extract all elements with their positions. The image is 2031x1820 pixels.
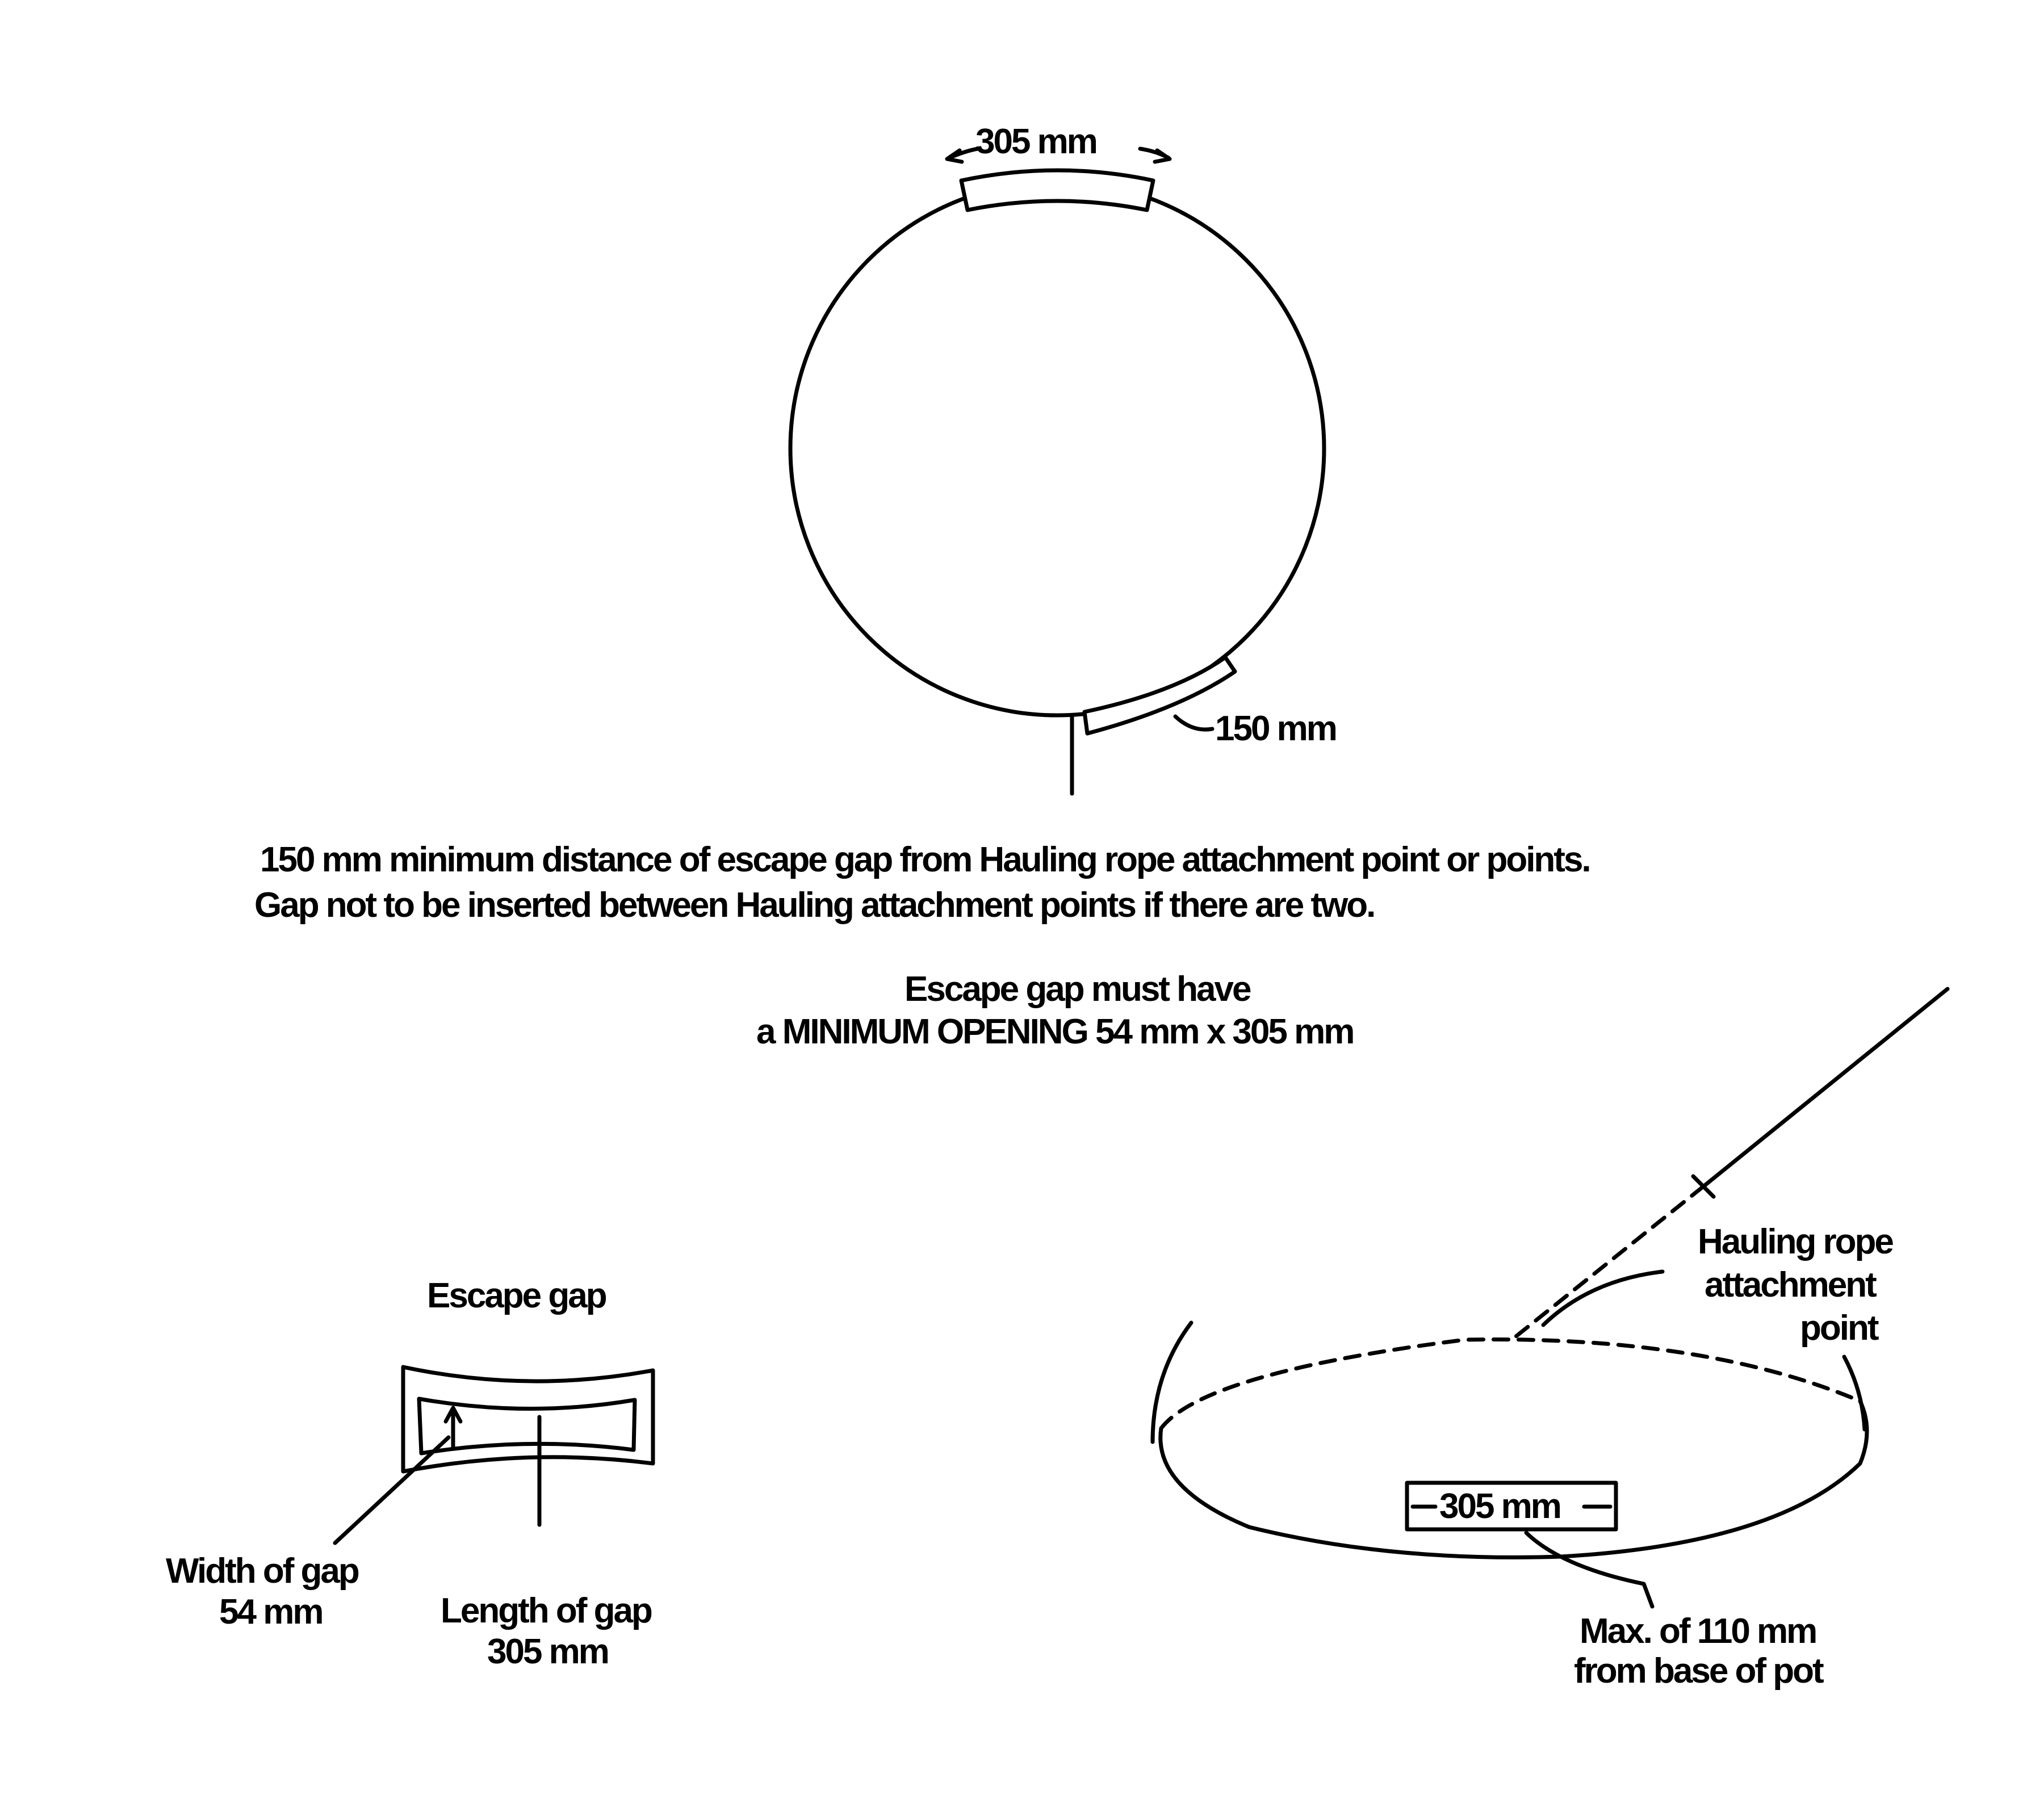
width-label-1: Width of gap <box>166 1551 358 1591</box>
note-line-1: 150 mm minimum distance of escape gap from Hauling rope attachment point or points. <box>260 840 1590 879</box>
distance-label: 150 mm <box>1215 709 1336 748</box>
rope-label-1: Hauling rope <box>1698 1222 1892 1261</box>
height-label-1: Max. of 110 mm <box>1580 1612 1816 1651</box>
note-line-2: Gap not to be inserted between Hauling attachment points if there are two. <box>254 886 1375 925</box>
pot-base-edge <box>1161 1401 1867 1557</box>
distance-leader-line <box>1175 716 1212 729</box>
pot-gap-label: 305 mm <box>1439 1487 1560 1526</box>
gap-length-arrowhead-left <box>947 150 962 162</box>
hauling-rope-dashed <box>1510 1186 1703 1341</box>
length-label-2: 305 mm <box>487 1632 608 1671</box>
rope-label-3: point <box>1800 1309 1878 1348</box>
note-line-4: a MINIMUM OPENING 54 mm x 305 mm <box>756 1012 1354 1051</box>
top-view-group <box>790 122 1336 794</box>
notes-group <box>254 840 1590 1051</box>
hauling-rope-line <box>1703 989 1948 1186</box>
distance-segment <box>1084 657 1235 733</box>
pot-left-wall <box>1153 1323 1191 1442</box>
note-line-3: Escape gap must have <box>904 970 1250 1009</box>
gap-outer-frame <box>403 1367 653 1471</box>
length-label-1: Length of gap <box>441 1591 651 1630</box>
pot-side-view-group <box>1153 989 1948 1691</box>
pot-right-wall <box>1844 1357 1865 1429</box>
gap-length-arrowhead-right <box>1155 150 1170 162</box>
gap-length-label: 305 mm <box>975 122 1096 161</box>
height-leader-line <box>1526 1533 1652 1607</box>
rope-label-2: attachment <box>1705 1265 1875 1305</box>
height-label-2: from base of pot <box>1574 1651 1823 1691</box>
width-label-2: 54 mm <box>219 1592 323 1632</box>
width-leader-line <box>335 1437 449 1543</box>
top-escape-gap <box>961 170 1153 210</box>
pot-top-rim-dashed <box>1161 1339 1860 1428</box>
escape-gap-title: Escape gap <box>427 1276 606 1315</box>
escape-gap-detail-group <box>166 1276 653 1671</box>
pot-outline-circle <box>790 182 1324 715</box>
